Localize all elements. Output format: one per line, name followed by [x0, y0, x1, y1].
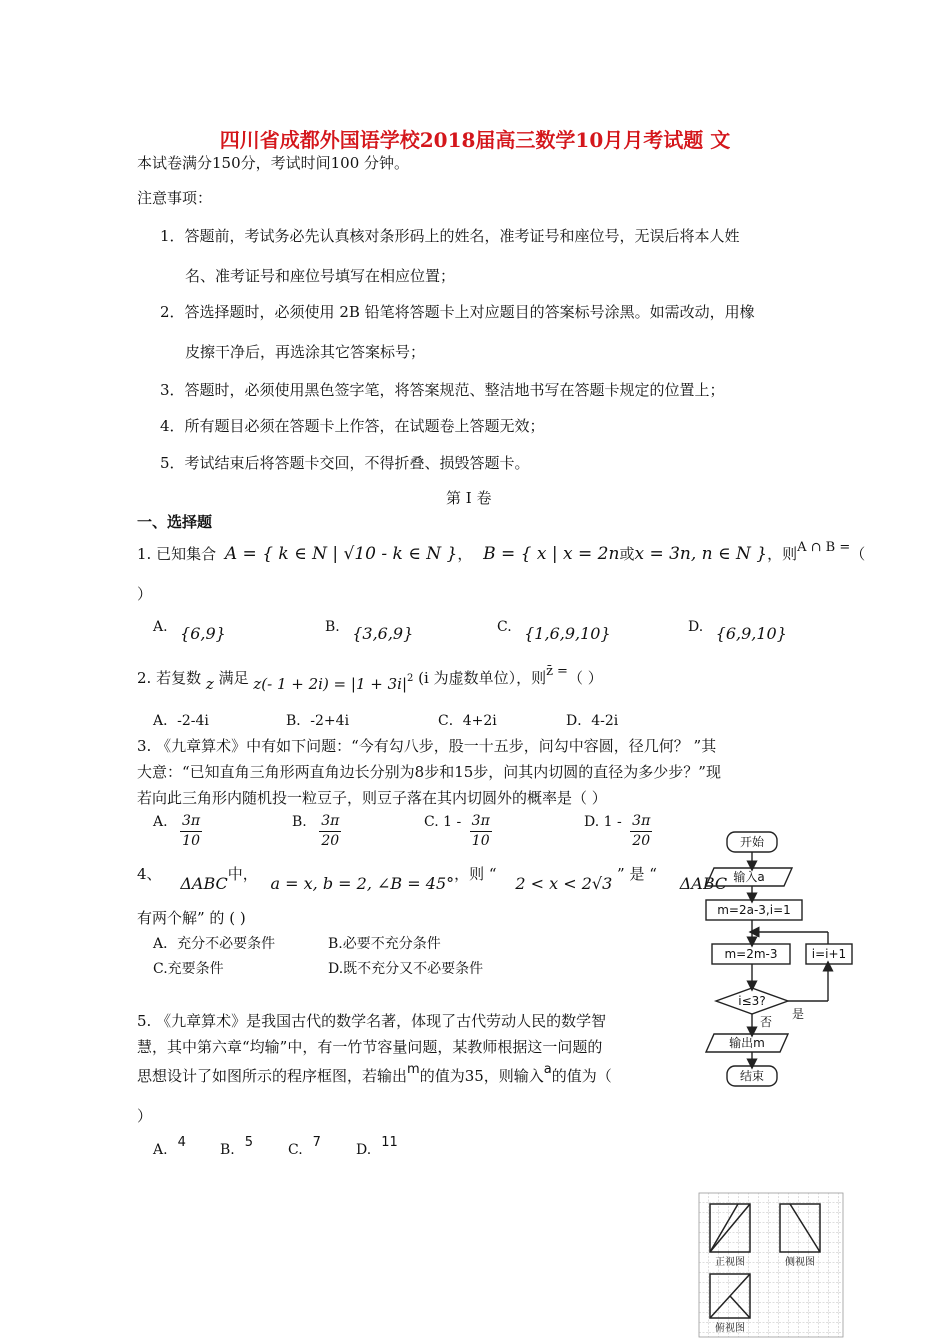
q5-line-3c: 的值为（ — [551, 1067, 612, 1085]
q3-option-a-den: 10 — [182, 833, 200, 849]
q3-option-d-label: D. 1 - — [584, 813, 622, 830]
q4-triangle-2: ΔABC — [679, 874, 728, 893]
q5-line-3a: 思想设计了如图所示的程序框图，若输出 — [137, 1067, 408, 1085]
q3-option-c-num: 3π — [470, 812, 492, 832]
q5-option-d-value: 11 — [381, 1135, 398, 1150]
three-views-diagram — [698, 1192, 844, 1338]
q4-condition: a = x, b = 2, ∠B = 45° — [270, 874, 455, 893]
flowchart-diagram — [700, 826, 880, 1096]
q4-range: 2 < x < 2√3 — [515, 874, 613, 893]
q5-line-1: 5. 《九章算术》是我国古代的数学名著，体现了古代劳动人民的数学智 — [137, 1012, 607, 1030]
q3-option-c — [424, 812, 492, 851]
q2-equation: z(- 1 + 2i) = |1 + 3i| — [253, 675, 407, 693]
q1-paren-close: ） — [137, 585, 153, 603]
q1-set-b-1: B = { x | x = 2n — [483, 544, 620, 564]
flow-start-label: 开始 — [739, 835, 765, 849]
q5-m: m — [407, 1062, 420, 1077]
flow-init-label: m=2a-3,i=1 — [717, 903, 791, 917]
q4-prefix: 4、 — [137, 865, 162, 883]
q5-option-d-label: D. — [356, 1142, 372, 1158]
q4-option-b: B.必要不充分条件 — [328, 936, 441, 952]
q2-option-c: C．4+2i — [438, 713, 497, 729]
top-view-label: 俯视图 — [715, 1323, 745, 1334]
q3-line-1: 3. 《九章算术》中有如下问题：“今有勾八步，股一十五步，问勾中容圆，径几何？ ”其 — [137, 737, 717, 755]
q3-option-b-num: 3π — [319, 812, 341, 832]
notice-5: 5．考试结束后将答题卡交回，不得折叠、损毁答题卡。 — [160, 454, 530, 472]
q4-line-2: 有两个解” 的 ( ) — [137, 909, 246, 927]
q2-option-b: B．-2+4i — [286, 713, 350, 729]
side-view-label: 侧视图 — [785, 1257, 815, 1268]
q2-zbar: z̄ = — [546, 664, 568, 679]
q1-sep: ， — [457, 545, 473, 563]
q5-a: a — [543, 1062, 552, 1077]
q4-option-d: D.既不充分又不必要条件 — [328, 961, 484, 977]
q1-option-a-value: {6,9} — [180, 624, 226, 643]
q1-option-d-value: {6,9,10} — [715, 624, 787, 643]
q4-shi: ” 是 “ — [617, 865, 657, 883]
q1-option-c-label: C. — [497, 619, 512, 635]
q1-then: ，则 — [767, 545, 798, 563]
q5-option-a — [153, 1135, 186, 1161]
section-heading: 一、选择题 — [137, 513, 213, 531]
q3-option-b — [292, 812, 341, 851]
notice-2b: 皮擦干净后，再选涂其它答案标号； — [185, 343, 426, 361]
q1-option-c-value: {1,6,9,10} — [524, 624, 611, 643]
q2-square: 2 — [407, 673, 414, 684]
q3-line-3: 若向此三角形内随机投一粒豆子，则豆子落在其内切圆外的概率是（ ） — [137, 789, 607, 807]
q1-option-d-label: D. — [688, 619, 704, 635]
page-title: 四川省成都外国语学校2018届高三数学10月月考试题 文 — [219, 128, 731, 152]
q1-option-a-label: A. — [153, 619, 168, 635]
q5-option-a-value: 4 — [177, 1135, 186, 1150]
q5-line-4: ） — [137, 1107, 153, 1125]
q3-option-a-label: A. — [153, 813, 168, 830]
q1-option-d — [688, 616, 787, 643]
q1-line — [137, 540, 866, 566]
q1-set-b-2: x = 3n, n ∈ N } — [634, 544, 768, 564]
q1-option-c — [497, 616, 611, 643]
q1-option-b-value: {3,6,9} — [352, 624, 414, 643]
q2-prefix: 2. 若复数 — [137, 669, 202, 687]
q4-line-1 — [137, 864, 728, 893]
flow-output-label: 输出m — [729, 1036, 765, 1050]
flow-end-label: 结束 — [739, 1069, 765, 1083]
q5-option-b-value: 5 — [244, 1135, 254, 1150]
flow-step-label: m=2m-3 — [724, 947, 778, 961]
q4-zhong: 中， — [227, 865, 258, 883]
q3-option-a-num: 3π — [180, 812, 202, 832]
notice-1a: 1．答题前，考试务必先认真核对条形码上的姓名，准考证号和座位号，无误后将本人姓 — [160, 227, 740, 245]
notice-1b: 名、准考证号和座位号填写在相应位置； — [185, 267, 456, 285]
q5-option-c-value: 7 — [312, 1135, 321, 1150]
flow-input-label: 输入a — [733, 870, 765, 884]
q1-or: 或 — [619, 545, 635, 563]
notice-heading: 注意事项： — [137, 189, 213, 207]
notice-2a: 2．答选择题时，必须使用 2B 铅笔将答题卡上对应题目的答案标号涂黑。如需改动，用橡 — [160, 303, 755, 321]
notice-3: 3．答题时，必须使用黑色签字笔，将答案规范、整洁地书写在答题卡规定的位置上； — [160, 381, 725, 399]
q4-ze: ，则 “ — [454, 865, 497, 883]
q2-satisfy: 满足 — [218, 669, 249, 687]
q1-expr: A ∩ B = — [797, 540, 851, 555]
q3-option-c-label: C. 1 - — [424, 813, 462, 830]
part-title: 第 I 卷 — [446, 489, 492, 507]
q4-option-c: C.充要条件 — [153, 961, 224, 977]
q3-option-c-den: 10 — [471, 833, 490, 849]
q4-triangle: ΔABC — [180, 874, 228, 893]
q5-option-b — [220, 1135, 254, 1161]
q2-paren: （ ） — [567, 669, 603, 687]
notice-4: 4．所有题目必须在答题卡上作答，在试题卷上答题无效； — [160, 417, 545, 435]
front-view-label: 正视图 — [715, 1257, 745, 1268]
q3-option-d — [584, 812, 652, 851]
q2-option-a: A．-2-4i — [153, 713, 209, 729]
q3-line-2: 大意：“已知直角三角形两直角边长分别为8步和15步，问其内切圆的直径为多少步？”现 — [137, 763, 721, 781]
q5-option-c-label: C. — [288, 1142, 303, 1158]
flow-inc-label: i=i+1 — [811, 947, 847, 961]
q5-line-3b: 的值为35，则输入 — [419, 1067, 544, 1085]
q5-option-b-label: B. — [220, 1142, 235, 1158]
q2-note: (i 为虚数单位），则 — [418, 669, 547, 687]
q5-line-2: 慧，其中第六章“均输”中，有一竹节容量问题，某教师根据这一问题的 — [137, 1038, 603, 1056]
q1-option-b-label: B. — [325, 619, 340, 635]
q3-option-d-num: 3π — [630, 812, 652, 832]
intro-text: 本试卷满分150分，考试时间100 分钟。 — [137, 154, 410, 172]
q5-option-a-label: A. — [153, 1142, 168, 1158]
q4-option-a: A．充分不必要条件 — [153, 936, 276, 952]
q3-option-d-den: 20 — [632, 833, 651, 849]
q1-paren-open: （ — [850, 545, 866, 563]
q3-option-b-label: B. — [292, 813, 307, 830]
q2-line — [137, 664, 603, 693]
q5-line-3 — [137, 1062, 612, 1088]
q2-z: z — [205, 675, 214, 693]
q3-option-a — [153, 812, 202, 851]
q2-option-d: D．4-2i — [566, 713, 619, 729]
q3-option-b-den: 20 — [321, 833, 340, 849]
flow-yes-label: 是 — [792, 1007, 805, 1021]
q5-option-c — [288, 1135, 321, 1161]
flow-no-label: 否 — [760, 1015, 773, 1029]
q1-option-a — [153, 616, 226, 643]
q1-option-b — [325, 616, 414, 643]
q1-set-a: A = { k ∈ N | √10 - k ∈ N } — [224, 544, 458, 564]
q1-prefix: 1. 已知集合 — [137, 545, 217, 563]
q5-option-d — [356, 1135, 398, 1161]
flow-cond-label: i≤3? — [738, 994, 766, 1008]
